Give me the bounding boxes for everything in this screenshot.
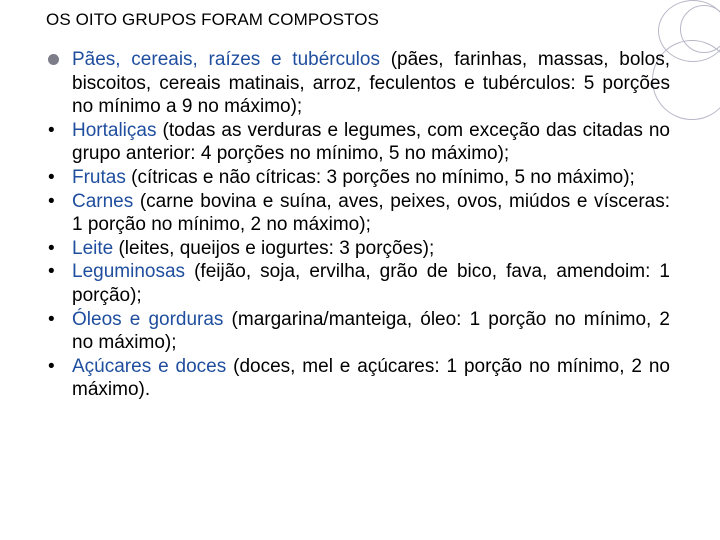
bullet-icon: •: [48, 237, 55, 259]
group-item: [48, 237, 670, 261]
group-description: (margarina/manteiga, óleo: 1 porção no mínimo, 2 no máximo);: [72, 308, 670, 354]
group-description: (todas as verduras e legumes, com exceção das citadas no grupo anterior: 4 porções no mínimo, 5 no máximo);: [72, 119, 670, 165]
group-name: Pães, cereais, raízes e tubérculos: [72, 49, 380, 70]
slide-title: OS OITO GRUPOS FORAM COMPOSTOS: [46, 10, 379, 29]
group-item: [48, 190, 670, 237]
group-name: Carnes: [72, 190, 134, 212]
group-name: Frutas: [72, 166, 126, 188]
group-description: (doces, mel e açúcares: 1 porção no mínimo, 2 no máximo).: [72, 355, 670, 401]
bullet-icon: •: [48, 190, 55, 212]
bullet-icon: •: [48, 355, 55, 377]
group-name: Leite: [72, 237, 114, 259]
group-item: [48, 308, 670, 355]
group-item: [48, 260, 670, 307]
bullet-icon: •: [48, 261, 55, 283]
group-item: [48, 355, 670, 402]
bullet-icon: •: [48, 119, 55, 141]
group-item: [48, 119, 670, 166]
group-name: Açúcares e doces: [72, 355, 227, 377]
group-name: Leguminosas: [72, 261, 186, 283]
decor-circle: [680, 5, 720, 53]
bullet-icon: •: [48, 166, 55, 188]
bullet-icon: •: [48, 308, 55, 330]
group-item: [48, 48, 670, 119]
bullet-dot-icon: [48, 54, 59, 65]
group-item: [48, 166, 670, 190]
food-groups-list: [48, 48, 670, 402]
group-description: (feijão, soja, ervilha, grão de bico, fava, amendoim: 1 porção);: [72, 261, 670, 306]
group-description: (carne bovina e suína, aves, peixes, ovos, miúdos e vísceras: 1 porção no mínimo, 2 no máximo);: [72, 190, 670, 236]
group-description: (cítricas e não cítricas: 3 porções no mínimo, 5 no máximo);: [125, 166, 635, 188]
group-name: Hortaliças: [72, 119, 157, 141]
group-description: (pães, farinhas, massas, bolos, biscoitos, cereais matinais, arroz, feculentos e tubérculos: 5 porções no mínimo a 9 no máximo);: [72, 49, 670, 118]
group-description: (leites, queijos e iogurtes: 3 porções);: [113, 237, 435, 259]
group-name: Óleos e gorduras: [72, 308, 224, 330]
